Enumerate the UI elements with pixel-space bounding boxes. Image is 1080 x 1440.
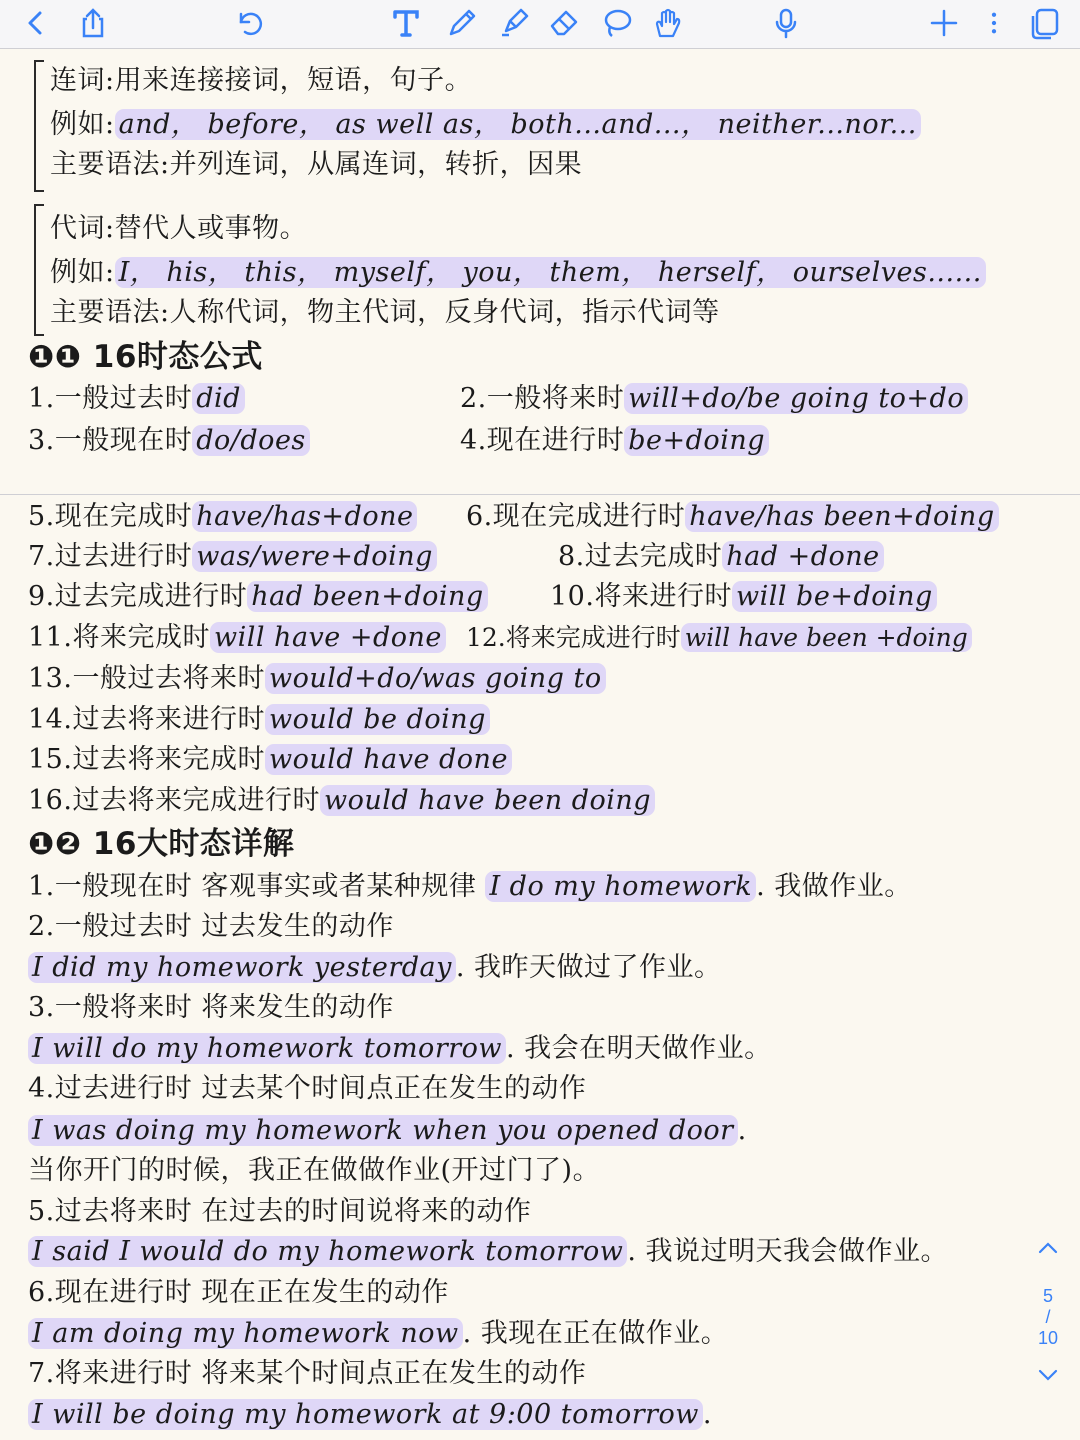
more-icon[interactable] <box>980 2 1008 44</box>
pronoun-example-words: I， his， this， myself， you， them， herself， ourselves...... <box>115 257 986 288</box>
pen-icon[interactable] <box>443 2 481 44</box>
current-page: 5 <box>1042 1286 1053 1306</box>
tense-item: 2.一般将来时 will+do/be going to+do <box>460 382 968 416</box>
pronoun-examples <box>50 256 986 290</box>
microphone-icon[interactable] <box>768 2 804 44</box>
detail-line: 1.一般现在时 客观事实或者某种规律 I do my homework . 我做作业。 <box>28 871 912 902</box>
eraser-icon[interactable] <box>546 2 584 44</box>
tense-item: 5.现在完成时 have/has+done <box>28 500 417 534</box>
examples-label: 例如: <box>50 109 115 140</box>
detail-line: 2.一般过去时 过去发生的动作 <box>28 911 394 942</box>
tense-item: 9.过去完成进行时 had been+doing <box>28 580 488 614</box>
share-icon[interactable] <box>75 2 111 44</box>
detail-line: I am doing my homework now . 我现在正在做作业。 <box>28 1317 728 1351</box>
text-tool-icon[interactable] <box>386 2 426 44</box>
tense-item: 14.过去将来进行时 would be doing <box>28 703 490 737</box>
hand-icon[interactable] <box>649 2 687 44</box>
pronoun-grammar: 主要语法:人称代词，物主代词，反身代词，指示代词等 <box>50 297 720 328</box>
tense-item: 11.将来完成时 will have +done <box>28 621 446 655</box>
conjunction-definition: 连词:用来连接接词，短语，句子。 <box>50 65 473 96</box>
conjunction-example-words: and， before， as well as， both...and...， neither...nor... <box>115 109 921 140</box>
tense-item: 13.一般过去将来时 would+do/was going to <box>28 662 606 696</box>
page-indicator <box>1028 1240 1068 1387</box>
detail-line: 7.将来进行时 将来某个时间点正在发生的动作 <box>28 1358 587 1389</box>
tense-item: 16.过去将来完成进行时 would have been doing <box>28 784 655 818</box>
detail-line: 当你开门的时候，我正在做做作业(开过门了)。 <box>28 1155 601 1186</box>
tense-item: 12.将来完成进行时 will have been +doing <box>466 621 972 655</box>
back-chevron-icon[interactable] <box>18 2 54 44</box>
page-up-chevron-icon[interactable] <box>1028 1240 1068 1260</box>
highlighter-icon[interactable] <box>495 2 533 44</box>
add-icon[interactable] <box>926 2 962 44</box>
tense-item: 4.现在进行时 be+doing <box>460 424 769 458</box>
tense-item: 1.一般过去时 did <box>28 382 245 416</box>
page-down-chevron-icon[interactable] <box>1028 1367 1068 1387</box>
conjunction-grammar: 主要语法:并列连词，从属连词，转折，因果 <box>50 149 583 180</box>
examples-label: 例如: <box>50 257 115 288</box>
tense-item: 15.过去将来完成时 would have done <box>28 743 512 777</box>
app-toolbar <box>0 0 1080 49</box>
tense-item: 3.一般现在时 do/does <box>28 424 310 458</box>
undo-icon[interactable] <box>230 2 266 44</box>
tense-item: 8.过去完成时 had +done <box>558 540 884 574</box>
detail-line: 3.一般将来时 将来发生的动作 <box>28 992 394 1023</box>
page-divider <box>0 494 1080 495</box>
detail-line: 6.现在进行时 现在正在发生的动作 <box>28 1277 449 1308</box>
pages-icon[interactable] <box>1026 2 1064 44</box>
detail-line: I did my homework yesterday . 我昨天做过了作业。 <box>28 951 722 985</box>
section-11-heading: ❶❶ 16时态公式 <box>28 339 263 375</box>
section-12-heading: ❶❷ 16大时态详解 <box>28 826 295 862</box>
tense-item: 10.将来进行时 will be+doing <box>550 580 937 614</box>
conjunction-bracket <box>34 60 44 192</box>
page-separator: / <box>1045 1307 1051 1327</box>
detail-line: I will be doing my homework at 9:00 tomorrow . <box>28 1398 712 1432</box>
conjunction-examples <box>50 108 921 142</box>
tense-item: 7.过去进行时 was/were+doing <box>28 540 437 574</box>
lasso-icon[interactable] <box>598 2 636 44</box>
detail-line: 4.过去进行时 过去某个时间点正在发生的动作 <box>28 1073 587 1104</box>
detail-line: I was doing my homework when you opened door . <box>28 1114 747 1148</box>
pronoun-bracket <box>34 204 44 336</box>
tense-item: 6.现在完成进行时 have/has been+doing <box>466 500 999 534</box>
detail-line: I will do my homework tomorrow . 我会在明天做作业。 <box>28 1032 772 1066</box>
total-pages: 10 <box>1037 1328 1059 1348</box>
pronoun-definition: 代词:替代人或事物。 <box>50 213 308 244</box>
detail-line: 5.过去将来时 在过去的时间说将来的动作 <box>28 1196 532 1227</box>
detail-line: I said I would do my homework tomorrow . 我说过明天我会做作业。 <box>28 1235 948 1269</box>
